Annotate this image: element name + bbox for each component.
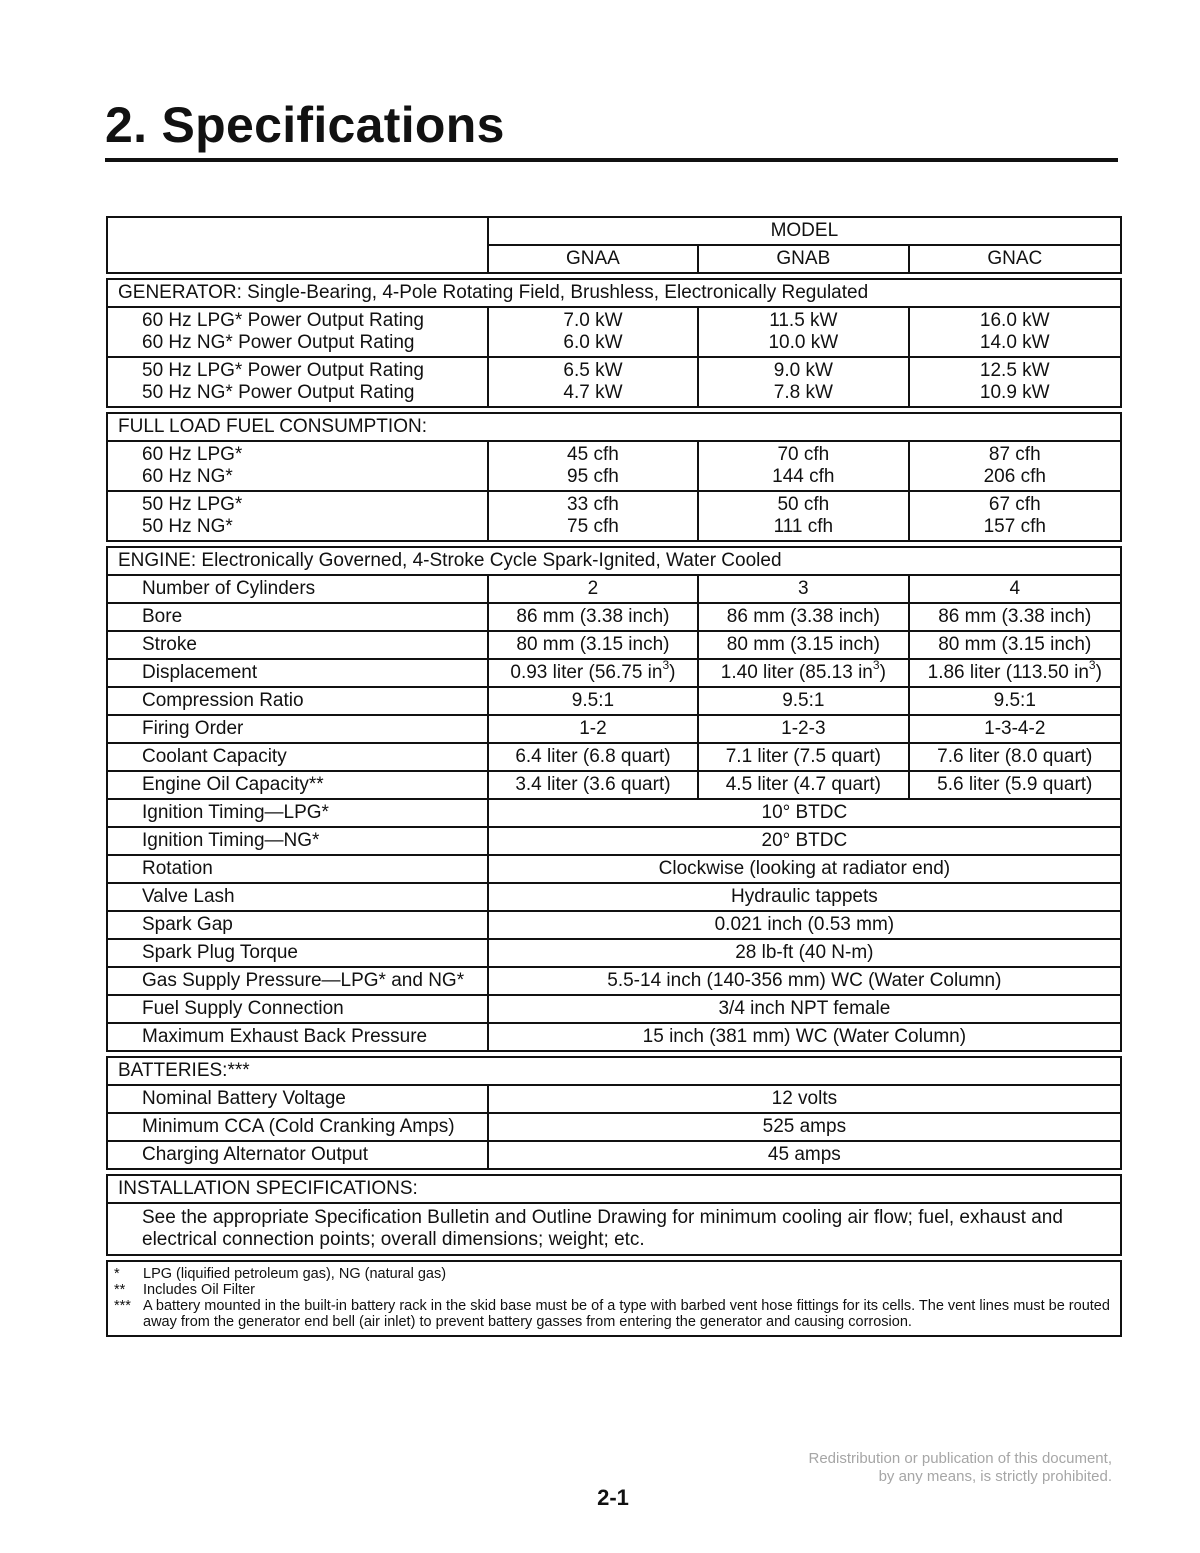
row-label-line: 50 Hz NG* Power Output Rating <box>142 382 415 403</box>
value-line: 6.0 kW <box>563 332 623 353</box>
model-value: 6.4 liter (6.8 quart) <box>488 743 698 771</box>
row-label: Number of Cylinders <box>107 575 488 603</box>
row-label: Gas Supply Pressure—LPG* and NG* <box>107 967 488 995</box>
footnote-text: LPG (liquified petroleum gas), NG (natural gas) <box>143 1266 447 1282</box>
model-value: 5.6 liter (5.9 quart) <box>909 771 1121 799</box>
table-row <box>107 575 1121 603</box>
model-value: 4 <box>909 575 1121 603</box>
value-line: 7.0 kW <box>563 310 623 331</box>
value-line: 12.5 kW <box>979 360 1050 381</box>
table-row <box>107 603 1121 631</box>
section-heading: GENERATOR: Single-Bearing, 4-Pole Rotating Field, Brushless, Electronically Regulated <box>107 279 1121 307</box>
model-value: 9.5:1 <box>909 687 1121 715</box>
model-value <box>488 491 698 541</box>
header-row <box>107 217 1121 245</box>
value-close: ) <box>1095 662 1102 683</box>
value-line: 50 cfh <box>777 494 830 515</box>
model-value: 86 mm (3.38 inch) <box>909 603 1121 631</box>
row-label: Spark Gap <box>107 911 488 939</box>
row-label <box>107 357 488 407</box>
value-line: 11.5 kW <box>769 310 838 331</box>
value-line: 144 cfh <box>772 466 835 487</box>
value-text: 0.93 liter (56.75 in <box>510 662 663 683</box>
model-value: 9.5:1 <box>488 687 698 715</box>
model-value <box>698 307 908 357</box>
table-row <box>107 827 1121 855</box>
installation-text: See the appropriate Specification Bulletin and Outline Drawing for minimum cooling air flow; fuel, exhaust and electrical connection points; overall dimensions; weight; etc. <box>107 1203 1121 1255</box>
row-label: Ignition Timing—LPG* <box>107 799 488 827</box>
shared-value: 45 amps <box>488 1141 1121 1169</box>
row-label: Stroke <box>107 631 488 659</box>
model-value: 86 mm (3.38 inch) <box>488 603 698 631</box>
row-label-line: 60 Hz LPG* <box>142 444 243 465</box>
footnote-text: Includes Oil Filter <box>143 1282 256 1298</box>
footnote-mark: ** <box>114 1282 126 1298</box>
value-line: 33 cfh <box>567 494 619 515</box>
value-line: 14.0 kW <box>979 332 1050 353</box>
model-value: 7.6 liter (8.0 quart) <box>909 743 1121 771</box>
model-value <box>488 357 698 407</box>
footnote-text: A battery mounted in the built-in battery rack in the skid base must be of a type with barbed vent hose fittings for its cells. The vent lines must be routed away from the generator end bell (air inlet) to prevent battery gasses from entering the generator and causing corrosion. <box>143 1298 1110 1330</box>
table-row <box>107 631 1121 659</box>
model-value: 7.1 liter (7.5 quart) <box>698 743 908 771</box>
model-value <box>698 357 908 407</box>
row-label-line: 50 Hz LPG* Power Output Rating <box>142 360 424 381</box>
model-value: 9.5:1 <box>698 687 908 715</box>
table-row <box>107 307 1121 357</box>
shared-value: 20° BTDC <box>488 827 1121 855</box>
model-value: 3.4 liter (3.6 quart) <box>488 771 698 799</box>
specifications-table <box>106 216 1122 1337</box>
shared-value: 15 inch (381 mm) WC (Water Column) <box>488 1023 1121 1051</box>
row-label: Engine Oil Capacity** <box>107 771 488 799</box>
value-line: 67 cfh <box>988 494 1041 515</box>
footnote <box>114 1282 1114 1298</box>
shared-value: 3/4 inch NPT female <box>488 995 1121 1023</box>
value-line: 6.5 kW <box>563 360 623 381</box>
row-label <box>107 441 488 491</box>
row-label: Fuel Supply Connection <box>107 995 488 1023</box>
table-row <box>107 855 1121 883</box>
row-label: Minimum CCA (Cold Cranking Amps) <box>107 1113 488 1141</box>
notice-line-1: Redistribution or publication of this document, <box>808 1450 1112 1467</box>
shared-value: Clockwise (looking at radiator end) <box>488 855 1121 883</box>
generator-heading-row <box>107 279 1121 307</box>
section-heading: ENGINE: Electronically Governed, 4-Stroke Cycle Spark-Ignited, Water Cooled <box>107 547 1121 575</box>
model-value: 80 mm (3.15 inch) <box>488 631 698 659</box>
section-heading: BATTERIES:*** <box>107 1057 1121 1085</box>
value-superscript: 3 <box>872 657 880 672</box>
row-label: Charging Alternator Output <box>107 1141 488 1169</box>
table-row <box>107 357 1121 407</box>
value-line: 206 cfh <box>983 466 1046 487</box>
row-label: Valve Lash <box>107 883 488 911</box>
shared-value: 28 lb-ft (40 N-m) <box>488 939 1121 967</box>
footnotes <box>107 1261 1121 1336</box>
model-name: GNAB <box>698 245 908 273</box>
row-label: Maximum Exhaust Back Pressure <box>107 1023 488 1051</box>
installation-text-row <box>107 1203 1121 1255</box>
value-line: 87 cfh <box>988 444 1041 465</box>
table-row <box>107 967 1121 995</box>
model-name: GNAA <box>488 245 698 273</box>
value-line: 9.0 kW <box>773 360 833 381</box>
model-name: GNAC <box>909 245 1121 273</box>
value-line: 16.0 kW <box>979 310 1050 331</box>
model-value: 86 mm (3.38 inch) <box>698 603 908 631</box>
installation-heading-row <box>107 1175 1121 1203</box>
row-label-line: 50 Hz NG* <box>142 516 233 537</box>
row-label: Rotation <box>107 855 488 883</box>
model-value: 3 <box>698 575 908 603</box>
row-label: Coolant Capacity <box>107 743 488 771</box>
section-heading: FULL LOAD FUEL CONSUMPTION: <box>107 413 1121 441</box>
row-label: Nominal Battery Voltage <box>107 1085 488 1113</box>
model-value: 80 mm (3.15 inch) <box>909 631 1121 659</box>
model-value <box>698 659 908 687</box>
row-label: Spark Plug Torque <box>107 939 488 967</box>
table-row <box>107 1023 1121 1051</box>
model-value <box>909 659 1121 687</box>
batteries-heading-row <box>107 1057 1121 1085</box>
row-label: Displacement <box>107 659 488 687</box>
table-row <box>107 883 1121 911</box>
model-value <box>698 491 908 541</box>
row-label: Ignition Timing—NG* <box>107 827 488 855</box>
value-line: 111 cfh <box>773 516 834 537</box>
model-value: 80 mm (3.15 inch) <box>698 631 908 659</box>
page-title: 2. Specifications <box>105 97 505 153</box>
value-close: ) <box>879 662 886 683</box>
table-row <box>107 441 1121 491</box>
value-line: 157 cfh <box>983 516 1046 537</box>
footnote-mark: *** <box>114 1298 131 1314</box>
model-value <box>488 307 698 357</box>
row-label: Bore <box>107 603 488 631</box>
table-row <box>107 659 1121 687</box>
value-text: 1.86 liter (113.50 in <box>927 662 1089 683</box>
footnotes-row <box>107 1261 1121 1336</box>
row-label: Firing Order <box>107 715 488 743</box>
table-row <box>107 771 1121 799</box>
row-label <box>107 491 488 541</box>
model-value: 1-2 <box>488 715 698 743</box>
row-label-line: 50 Hz LPG* <box>142 494 243 515</box>
footnote <box>114 1298 1114 1330</box>
value-text: 1.40 liter (85.13 in <box>720 662 873 683</box>
table-row <box>107 1113 1121 1141</box>
table-row <box>107 995 1121 1023</box>
model-value: 2 <box>488 575 698 603</box>
table-row <box>107 939 1121 967</box>
value-superscript: 3 <box>1088 657 1096 672</box>
table-row <box>107 491 1121 541</box>
row-label: Compression Ratio <box>107 687 488 715</box>
row-label-line: 60 Hz NG* Power Output Rating <box>142 332 415 353</box>
model-value <box>909 307 1121 357</box>
section-heading: INSTALLATION SPECIFICATIONS: <box>107 1175 1121 1203</box>
table-row <box>107 1141 1121 1169</box>
row-label-line: 60 Hz LPG* Power Output Rating <box>142 310 424 331</box>
table-row <box>107 687 1121 715</box>
model-value <box>698 441 908 491</box>
value-line: 95 cfh <box>567 466 619 487</box>
table-row <box>107 911 1121 939</box>
value-line: 7.8 kW <box>773 382 833 403</box>
model-value <box>909 441 1121 491</box>
value-line: 10.9 kW <box>979 382 1050 403</box>
value-line: 4.7 kW <box>563 382 623 403</box>
notice-line-2: by any means, is strictly prohibited. <box>878 1468 1112 1485</box>
table-row <box>107 1085 1121 1113</box>
value-line: 70 cfh <box>777 444 830 465</box>
shared-value: 0.021 inch (0.53 mm) <box>488 911 1121 939</box>
model-value: 1-3-4-2 <box>909 715 1121 743</box>
table-row <box>107 743 1121 771</box>
fuel-heading-row <box>107 413 1121 441</box>
value-line: 75 cfh <box>567 516 619 537</box>
table-row <box>107 799 1121 827</box>
footnote-mark: * <box>114 1266 120 1282</box>
shared-value: 5.5-14 inch (140-356 mm) WC (Water Column) <box>488 967 1121 995</box>
shared-value: 10° BTDC <box>488 799 1121 827</box>
footnote <box>114 1266 1114 1282</box>
value-close: ) <box>669 662 676 683</box>
title-rule <box>105 158 1118 162</box>
row-label-line: 60 Hz NG* <box>142 466 233 487</box>
row-label <box>107 307 488 357</box>
page-number: 2-1 <box>597 1485 629 1510</box>
engine-heading-row <box>107 547 1121 575</box>
header-blank <box>107 217 488 273</box>
model-value <box>488 659 698 687</box>
shared-value: Hydraulic tappets <box>488 883 1121 911</box>
value-line: 10.0 kW <box>768 332 839 353</box>
shared-value: 525 amps <box>488 1113 1121 1141</box>
model-value: 4.5 liter (4.7 quart) <box>698 771 908 799</box>
table-row <box>107 715 1121 743</box>
model-value <box>488 441 698 491</box>
value-superscript: 3 <box>662 657 670 672</box>
model-value <box>909 357 1121 407</box>
shared-value: 12 volts <box>488 1085 1121 1113</box>
redistribution-notice <box>808 1450 1112 1486</box>
model-value <box>909 491 1121 541</box>
model-header: MODEL <box>488 217 1121 245</box>
value-line: 45 cfh <box>567 444 619 465</box>
model-value: 1-2-3 <box>698 715 908 743</box>
